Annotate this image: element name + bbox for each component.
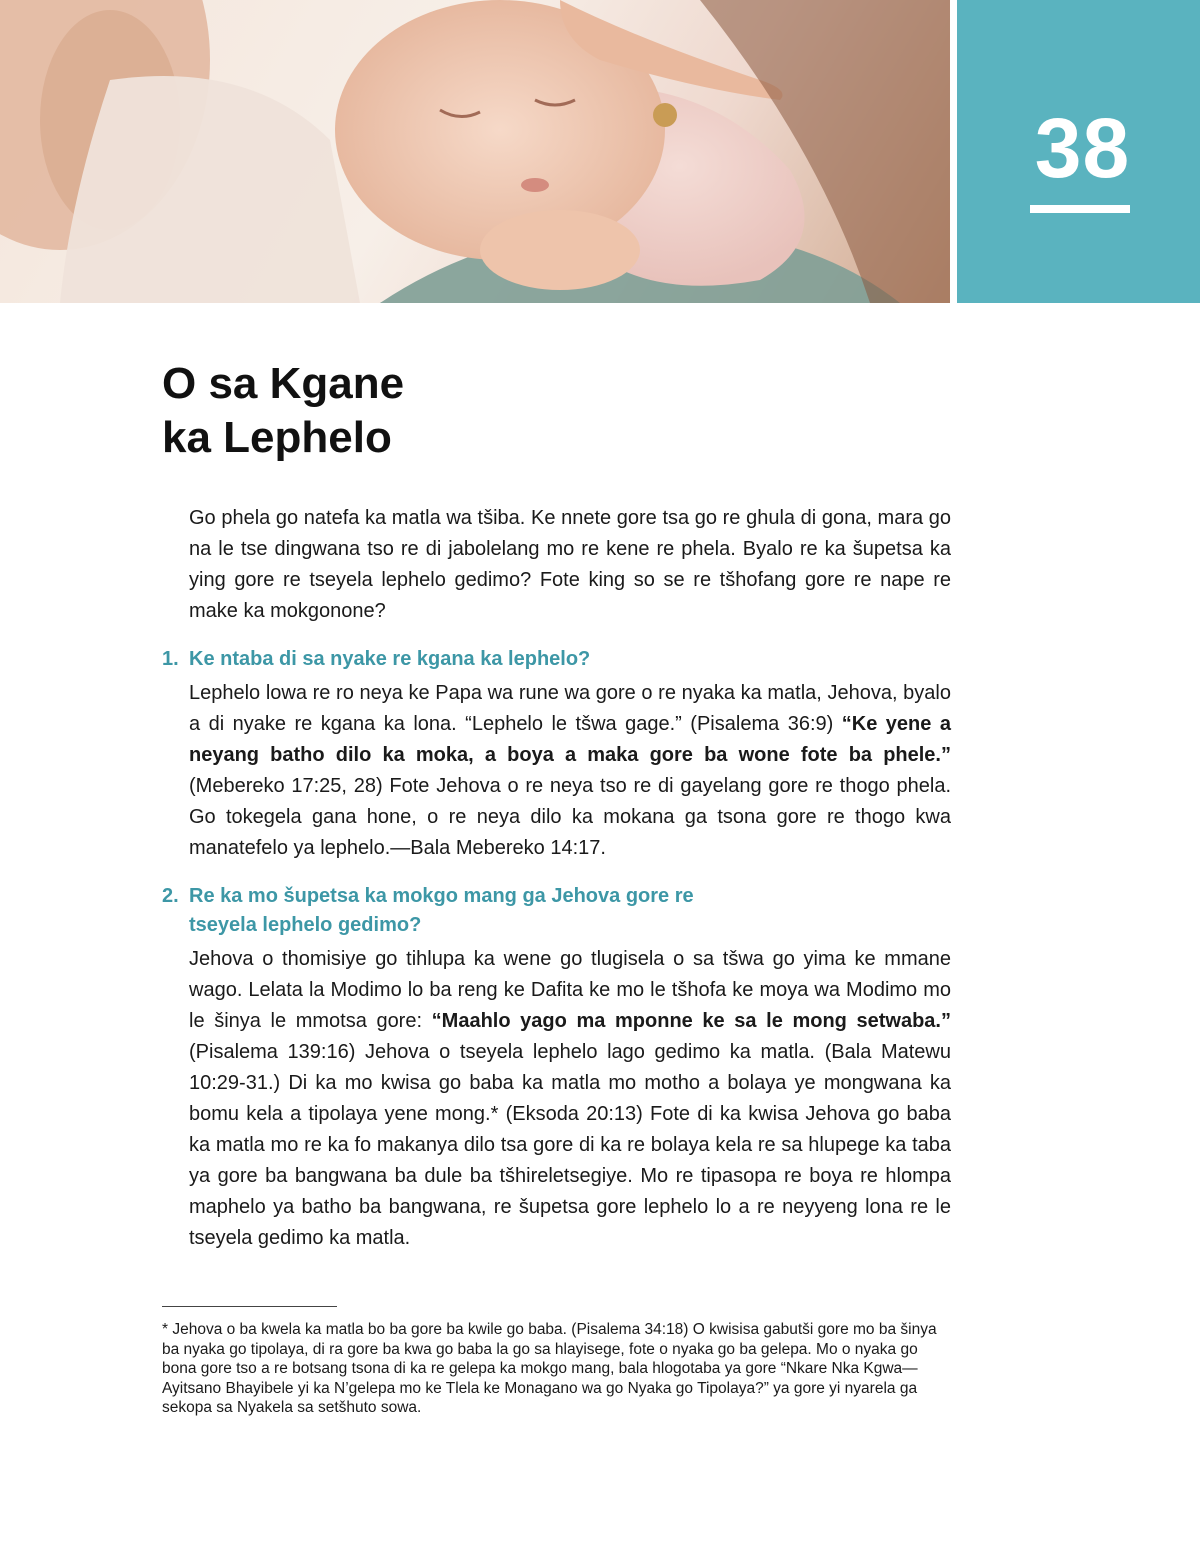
question-1-heading [162,645,951,674]
sleeping-baby-photo-icon [0,0,950,303]
footnote: * Jehova o ba kwela ka matla bo ba gore ba kwile go baba. (Pisalema 34:18) O kwisisa gabutši gore mo ba šinya ba nyaka go tipolaya, di ra gore ba kwa go baba la go sa hlayisege, fote o nyaka go ba gelepa. Mo o nyaka go bona gore tso a re botsang tsona di ka re gelepa ka mokgo mang, bala hlogotaba ya gore “Nkare Nka Kgwa—Ayitsano Bhayibele yi ka N’gelepa mo ke Tlela ke Monagano wa go Nyaka go Tipolaya?” ya gore yi nyarela ga sekopa sa Nyakela sa setšhuto sowa. [162,1321,937,1416]
article-body [162,503,951,1254]
answer-text: Jehova o thomisiye go tihlupa ka wene go tlugisela o sa tšwa go yima ke mmane wago. Lelata la Modimo lo ba reng ke Dafita ke mo le tšhofa ke moya wa Modimo mo le šinya le mmotsa gore: [189,948,951,1032]
question-line: Ke ntaba di sa nyake re kgana ka lephelo? [189,648,591,670]
chapter-badge [957,0,1200,303]
answer-text: Lephelo lowa re ro neya ke Papa wa rune wa gore o re nyaka ka matla, Jehova, byalo a di nyake re kgana ka lona. “Lephelo le tšwa gage.” (Pisalema 36:9) [189,682,951,735]
question-line: Re ka mo šupetsa ka mokgo mang ga Jehova gore re [189,885,694,907]
chapter-underline [1030,205,1130,213]
answer-2-paragraph [189,944,951,1254]
question-number: 1. [162,648,179,670]
title-line-2: ka Lephelo [162,413,392,462]
answer-text: (Mebereko 17:25, 28) Fote Jehova o re neya tso re di gayelang gore re thogo phela. Go tokegela gana hone, o re neya dilo ka mokana ga tsona gore re thogo kwa manatefelo ya lephelo.—Bala Mebereko 14:17. [189,775,951,859]
question-line: tseyela lephelo gedimo? [189,914,422,936]
chapter-number: 38 [1034,101,1131,195]
hero-photo [0,0,950,303]
intro-paragraph: Go phela go natefa ka matla wa tšiba. Ke nnete gore tsa go re ghula di gona, mara go na le tse dingwana tso re di jabolelang mo re kene re phela. Byalo re ka šupetsa ka ying gore re tseyela lephelo gedimo? Fote king so se re tšhofang gore re nape re make ka mokgonone? [189,507,951,622]
title-line-1: O sa Kgane [162,359,405,408]
page-title [162,357,862,465]
answer-1-paragraph [189,678,951,864]
footnote-divider [162,1306,337,1307]
answer-quote: “Maahlo yago ma mponne ke sa le mong setwaba.” [431,1010,951,1032]
answer-quote: “Ke yene a neyang batho dilo ka moka, a boya a maka gore ba wone fote ba phele.” [189,713,951,766]
question-number: 2. [162,885,179,907]
question-2-heading [162,882,951,940]
answer-text: (Pisalema 139:16) Jehova o tseyela lephelo lago gedimo ka matla. (Bala Matewu 10:29-31.) Di ka mo kwisa go baba ka matla mo motho a bolaya ye mongwana ka bomu kela a tipolaya yene mong.* (Eksoda 20:13) Fote di ka kwisa Jehova go baba ka matla mo re ka fo makanya dilo tsa gore di ka re bolaya kela re sa hlupege ka taba ya gore ba bangwana ba dule ba tšhireletsegiye. Mo re tipasopa re boya re hlompa maphelo ya batho ba bangwana, re šupetsa gore lephelo lo a re neyyeng lona re le tseyela gedimo ka matla. [189,1041,951,1249]
question-text [189,645,951,674]
question-text [189,882,951,940]
